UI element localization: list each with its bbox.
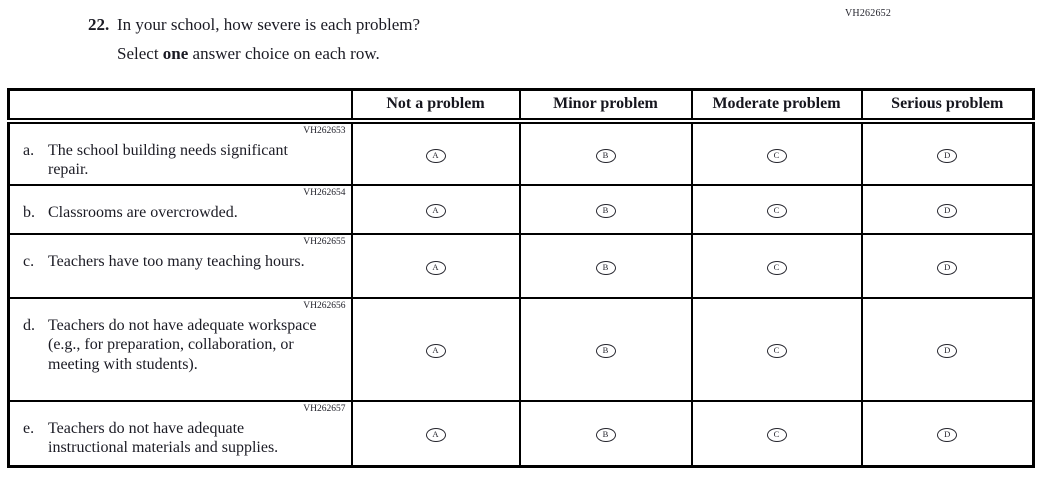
table-row-b	[9, 185, 1034, 234]
bubble-serious-problem[interactable]: D	[937, 344, 957, 358]
answer-cell	[692, 298, 862, 401]
bubble-moderate-problem[interactable]: C	[767, 149, 787, 163]
answer-cell	[520, 401, 692, 467]
row-letter: b.	[23, 203, 35, 221]
bubble-serious-problem[interactable]: D	[937, 149, 957, 163]
row-text: Teachers do not have adequate instructional materials and supplies.	[48, 419, 279, 457]
table-row-e	[9, 401, 1034, 467]
row-stem	[9, 121, 352, 185]
answer-cell	[692, 401, 862, 467]
bubble-not-a-problem[interactable]: A	[426, 261, 446, 275]
bubble-minor-problem[interactable]: B	[596, 428, 616, 442]
row-letter: c.	[23, 252, 35, 270]
row-text: Teachers have too many teaching hours.	[48, 252, 305, 270]
bubble-moderate-problem[interactable]: C	[767, 204, 787, 218]
answer-cell	[862, 234, 1034, 298]
row-stem	[9, 401, 352, 467]
answer-cell	[520, 185, 692, 234]
bubble-minor-problem[interactable]: B	[596, 344, 616, 358]
header-row	[9, 90, 1034, 121]
column-header-serious-problem: Serious problem	[862, 90, 1034, 121]
instruction-post: answer choice on each row.	[188, 44, 380, 63]
row-code: VH262653	[303, 125, 346, 136]
row-text: The school building needs significant repair.	[48, 141, 288, 179]
bubble-moderate-problem[interactable]: C	[767, 428, 787, 442]
row-stem	[9, 298, 352, 401]
answer-cell	[352, 185, 520, 234]
row-text: Classrooms are overcrowded.	[48, 203, 238, 221]
answer-cell	[352, 401, 520, 467]
row-letter: d.	[23, 316, 35, 334]
row-code: VH262654	[303, 187, 346, 198]
answer-cell	[862, 401, 1034, 467]
instruction-pre: Select	[117, 44, 163, 63]
answer-cell	[352, 121, 520, 185]
bubble-moderate-problem[interactable]: C	[767, 344, 787, 358]
question-text: In your school, how severe is each problem?	[117, 15, 421, 34]
answer-cell	[862, 121, 1034, 185]
table-row-a	[9, 121, 1034, 185]
row-letter: a.	[23, 141, 35, 159]
bubble-not-a-problem[interactable]: A	[426, 149, 446, 163]
row-code: VH262656	[303, 300, 346, 311]
bubble-moderate-problem[interactable]: C	[767, 261, 787, 275]
bubble-serious-problem[interactable]: D	[937, 204, 957, 218]
answer-cell	[520, 121, 692, 185]
answer-cell	[692, 185, 862, 234]
column-header-moderate-problem: Moderate problem	[692, 90, 862, 121]
answer-matrix-table	[7, 88, 1035, 468]
row-code: VH262655	[303, 236, 346, 247]
question-instruction	[117, 44, 1040, 64]
row-code: VH262657	[303, 403, 346, 414]
row-text: Teachers do not have adequate workspace (e.g., for preparation, collaboration, or meeting with students).	[48, 316, 317, 373]
column-header-minor-problem: Minor problem	[520, 90, 692, 121]
question-number: 22.	[88, 15, 110, 34]
question-accession-code: VH262652	[845, 8, 892, 19]
bubble-serious-problem[interactable]: D	[937, 261, 957, 275]
bubble-not-a-problem[interactable]: A	[426, 344, 446, 358]
answer-cell	[352, 234, 520, 298]
bubble-minor-problem[interactable]: B	[596, 149, 616, 163]
bubble-minor-problem[interactable]: B	[596, 261, 616, 275]
row-stem	[9, 234, 352, 298]
column-header-not-a-problem: Not a problem	[352, 90, 520, 121]
answer-cell	[862, 185, 1034, 234]
row-letter: e.	[23, 419, 35, 437]
bubble-minor-problem[interactable]: B	[596, 204, 616, 218]
answer-cell	[520, 298, 692, 401]
answer-cell	[862, 298, 1034, 401]
table-row-d	[9, 298, 1034, 401]
answer-cell	[692, 234, 862, 298]
instruction-bold: one	[162, 44, 189, 63]
table-row-c	[9, 234, 1034, 298]
answer-cell	[692, 121, 862, 185]
bubble-not-a-problem[interactable]: A	[426, 204, 446, 218]
answer-cell	[352, 298, 520, 401]
bubble-serious-problem[interactable]: D	[937, 428, 957, 442]
row-stem	[9, 185, 352, 234]
stem-header-cell	[9, 90, 352, 121]
bubble-not-a-problem[interactable]: A	[426, 428, 446, 442]
answer-cell	[520, 234, 692, 298]
